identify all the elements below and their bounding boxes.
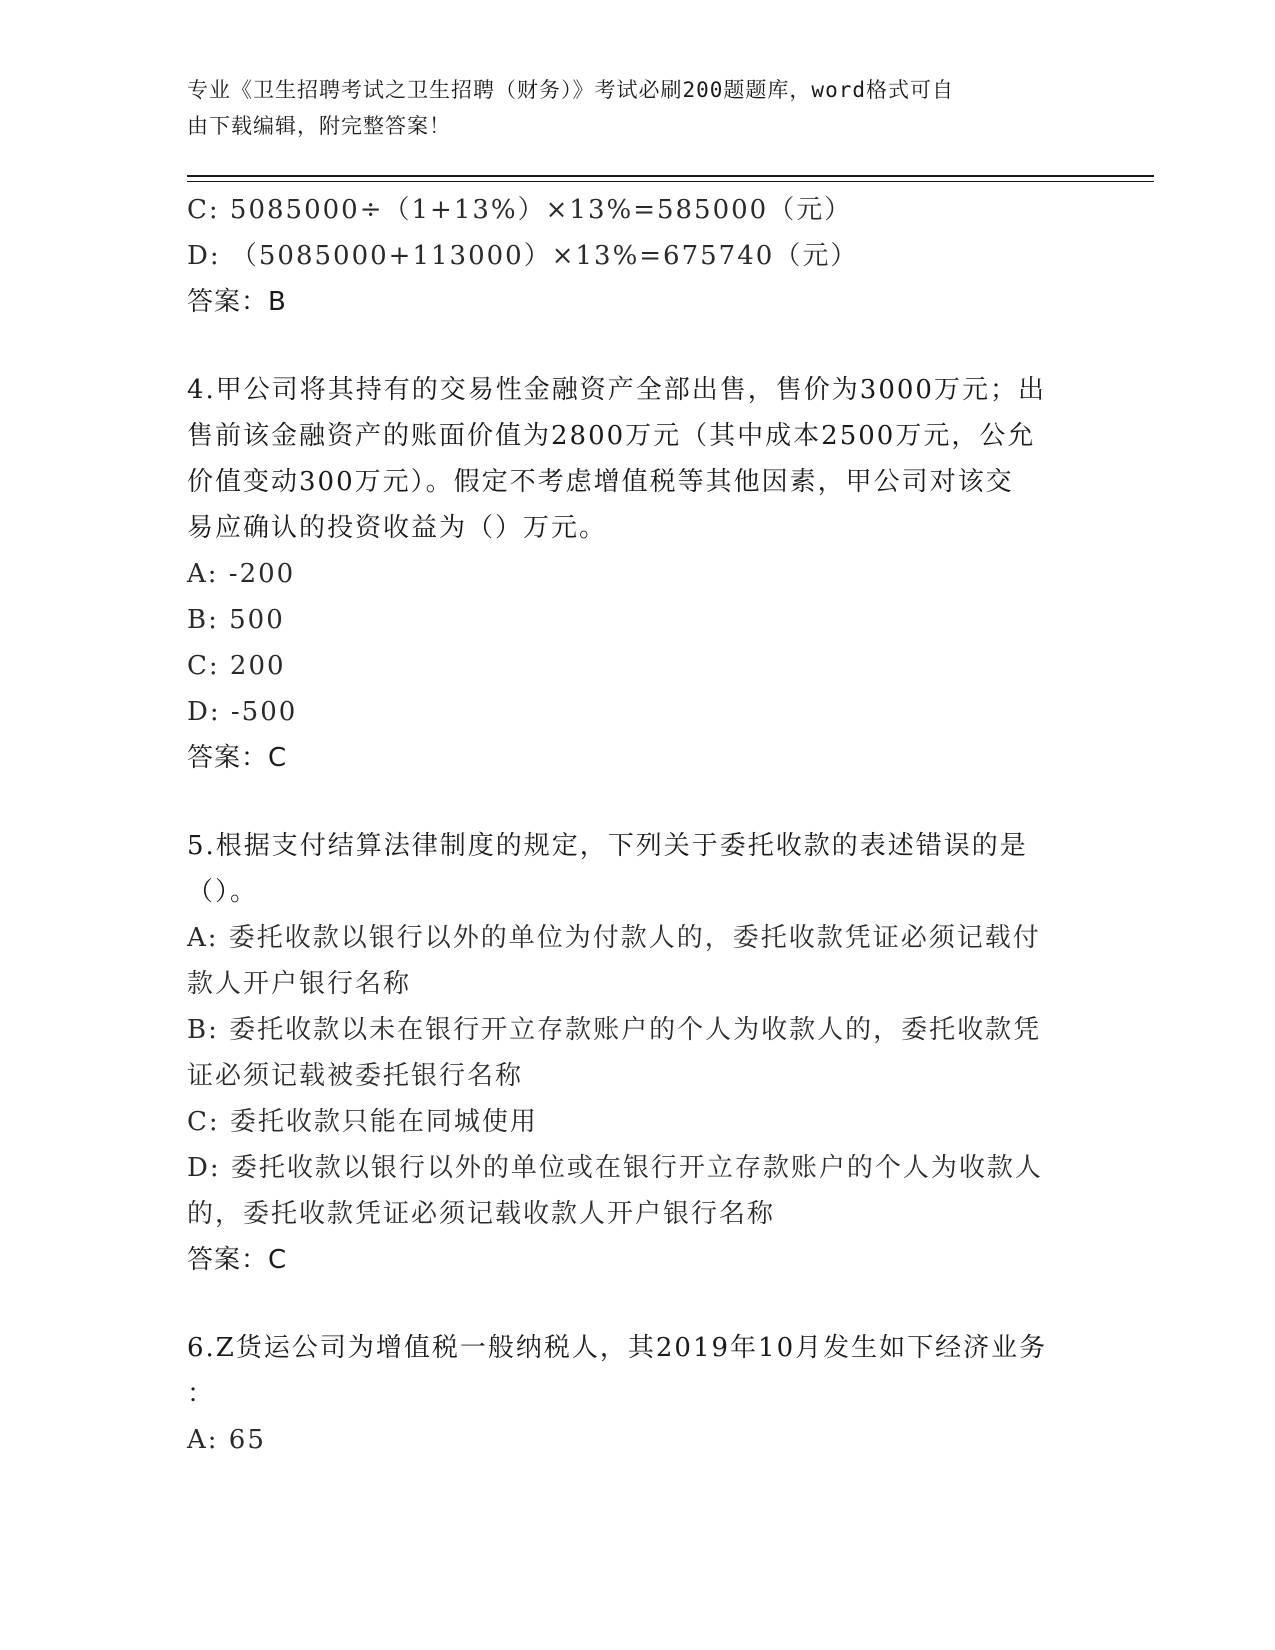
- q4-stem-line: 4.甲公司将其持有的交易性金融资产全部出售，售价为3000万元；出: [187, 375, 1046, 405]
- q5-option-b-line: 证必须记载被委托银行名称: [187, 1061, 524, 1091]
- q4-stem-line: 价值变动300万元）。假定不考虑增值税等其他因素，甲公司对该交: [187, 467, 1014, 497]
- q5-answer: 答案：C: [187, 1245, 288, 1275]
- q5-option-b-line: B: 委托收款以未在银行开立存款账户的个人为收款人的，委托收款凭: [187, 1015, 1042, 1045]
- header-divider-thick: [187, 175, 1154, 177]
- question-6: [187, 1325, 1087, 1463]
- question-4: [187, 367, 1087, 781]
- question-5: [187, 823, 1087, 1283]
- question-3-tail: [187, 187, 1087, 325]
- q4-stem-line: 易应确认的投资收益为（）万元。: [187, 513, 608, 543]
- q4-option-b: B: 500: [187, 605, 285, 635]
- q5-option-d-line: 的，委托收款凭证必须记载收款人开户银行名称: [187, 1199, 776, 1229]
- spacer: [187, 325, 1087, 367]
- q5-stem-line: （）。: [187, 877, 259, 907]
- spacer: [187, 781, 1087, 823]
- header-divider-thin: [187, 181, 1154, 182]
- page-header: [187, 72, 1067, 144]
- q4-answer: 答案：C: [187, 743, 288, 773]
- q5-option-d-line: D: 委托收款以银行以外的单位或在银行开立存款账户的个人为收款人: [187, 1153, 1043, 1183]
- header-line-2: 由下载编辑，附完整答案！: [187, 114, 451, 138]
- q3-option-c: C: 5085000÷（1+13%）×13%=585000（元）: [187, 195, 853, 225]
- q5-option-a-line: 款人开户银行名称: [187, 969, 412, 999]
- q6-option-a: A: 65: [187, 1425, 266, 1455]
- header-line-1: 专业《卫生招聘考试之卫生招聘（财务）》考试必刷200题题库，word格式可自: [187, 78, 954, 102]
- q5-stem-line: 5.根据支付结算法律制度的规定，下列关于委托收款的表述错误的是: [187, 831, 1028, 861]
- q4-option-a: A: -200: [187, 559, 296, 589]
- q3-answer: 答案：B: [187, 287, 287, 317]
- q4-option-d: D: -500: [187, 697, 298, 727]
- q4-option-c: C: 200: [187, 651, 286, 681]
- q5-option-c-line: C: 委托收款只能在同城使用: [187, 1107, 538, 1137]
- q6-stem-line: ：: [187, 1379, 216, 1409]
- q3-option-d: D: （5085000+113000）×13%=675740（元）: [187, 241, 859, 271]
- question-content: [187, 187, 1087, 1463]
- q5-option-a-line: A: 委托收款以银行以外的单位为付款人的，委托收款凭证必须记载付: [187, 923, 1041, 953]
- q6-stem-line: 6.Z货运公司为增值税一般纳税人，其2019年10月发生如下经济业务: [187, 1333, 1048, 1363]
- spacer: [187, 1283, 1087, 1325]
- q4-stem-line: 售前该金融资产的账面价值为2800万元（其中成本2500万元，公允: [187, 421, 1036, 451]
